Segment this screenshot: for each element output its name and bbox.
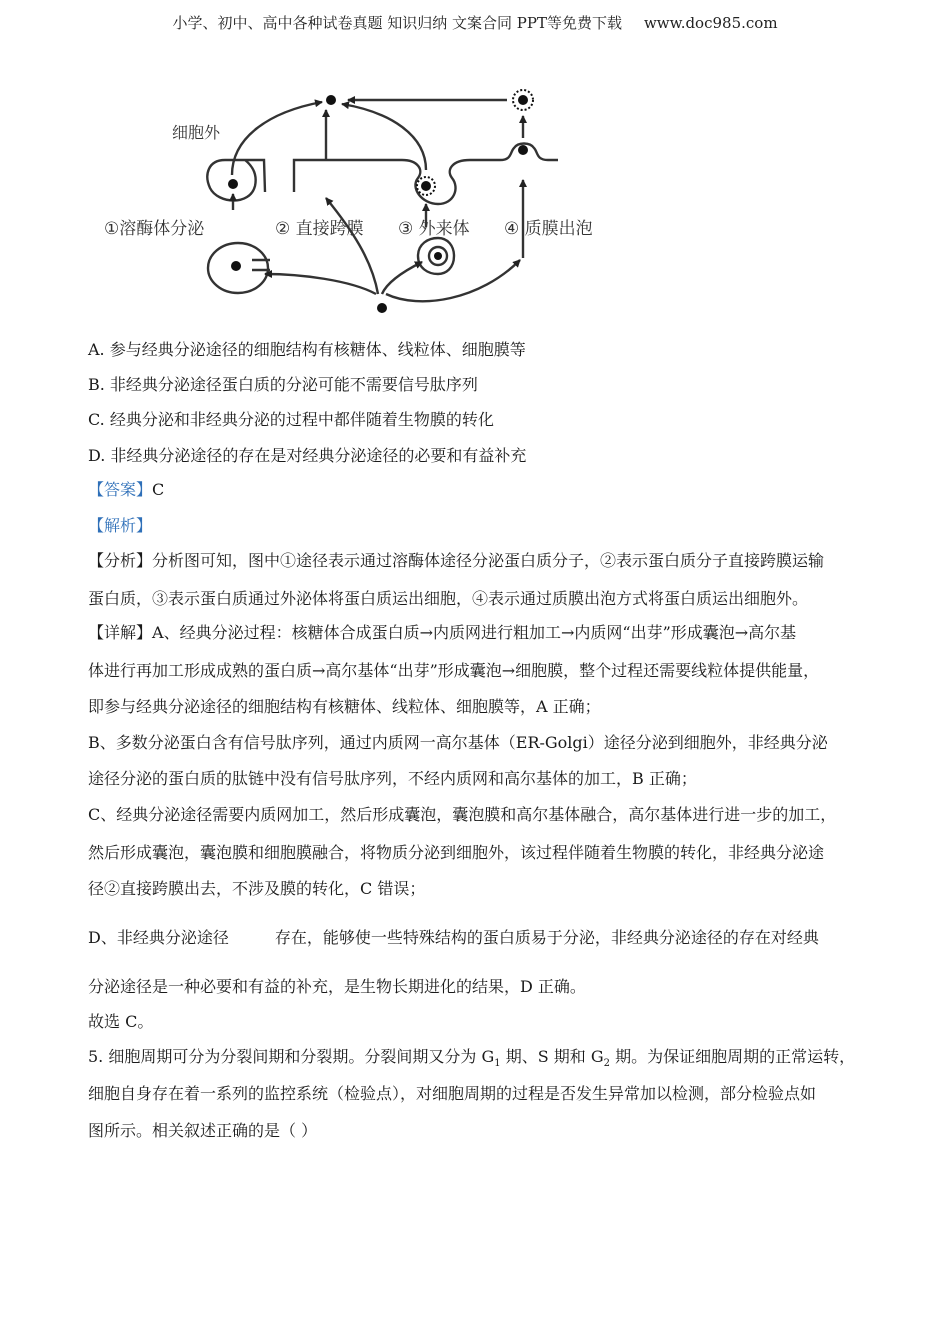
header-slogan: 小学、初中、高中各种试卷真题 知识归纳 文案合同 PPT等免费下载	[172, 14, 622, 32]
xiangjie-line-3: 即参与经典分泌途径的细胞结构有核糖体、线粒体、细胞膜等，A 正确；	[88, 697, 601, 716]
fenxi-line-2: 蛋白质，③表示蛋白质通过外泌体将蛋白质运出细胞，④表示通过质膜出泡方式将蛋白质运出细胞外。	[88, 589, 809, 608]
membrane-3	[294, 160, 402, 192]
label-path4: ④ 质膜出泡	[504, 219, 593, 239]
xiangjie-d-2: 分泌途径是一种必要和有益的补充，是生物长期进化的结果，D 正确。	[88, 977, 586, 996]
xiangjie-c-2: 然后形成囊泡，囊泡膜和细胞膜融合，将物质分泌到细胞外，该过程伴随着生物膜的转化，非经典分泌途	[88, 843, 825, 862]
option-d: D. 非经典分泌途径的存在是对经典分泌途径的必要和有益补充	[88, 446, 527, 465]
option-a: A. 参与经典分泌途径的细胞结构有核糖体、线粒体、细胞膜等	[88, 340, 526, 359]
xiangjie-c-1: C、经典分泌途径需要内质网加工，然后形成囊泡，囊泡膜和高尔基体融合，高尔基体进行进一步的加工，	[88, 805, 837, 824]
xiangjie-d-1b: 存在，能够使一些特殊结构的蛋白质易于分泌，非经典分泌途径的存在对经典	[274, 928, 819, 947]
xiangjie-line-2: 体进行再加工形成成熟的蛋白质→高尔基体“出芽”形成囊泡→细胞膜，整个过程还需要线粒体提供能量，	[88, 661, 820, 680]
q5-text-1b: 期、S 期和 G	[500, 1047, 604, 1066]
xiangjie-label: 【详解】	[88, 623, 153, 642]
xiangjie-b-2: 途径分泌的蛋白质的肽链中没有信号肽序列，不经内质网和高尔基体的加工，B 正确；	[88, 769, 697, 788]
label-path3: ③ 外来体	[398, 219, 470, 239]
q5-line-1	[88, 1047, 868, 1074]
answer-label: 【答案】	[88, 480, 153, 499]
answer-line	[88, 480, 868, 500]
page-header	[0, 12, 950, 33]
answer-value: C	[152, 480, 165, 499]
membrane-2	[250, 160, 265, 192]
xiangjie-d-1a: D、非经典分泌途径	[88, 928, 229, 947]
label-outside: 细胞外	[172, 123, 221, 142]
fenxi-line-1	[88, 551, 868, 571]
q5-text-1a: 5. 细胞周期可分为分裂间期和分裂期。分裂间期又分为 G	[88, 1047, 495, 1066]
option-c: C. 经典分泌和非经典分泌的过程中都伴随着生物膜的转化	[88, 410, 494, 429]
xiangjie-line-1	[88, 623, 868, 643]
fenxi-label: 【分析】	[88, 551, 153, 570]
q5-text-1c: 期。为保证细胞周期的正常运转，	[610, 1047, 856, 1066]
label-path2: ② 直接跨膜	[275, 219, 364, 239]
header-url[interactable]: www.doc985.com	[643, 14, 778, 32]
membrane-exosome	[402, 160, 470, 204]
conclusion: 故选 C。	[88, 1012, 154, 1031]
xiangjie-b-1: B、多数分泌蛋白含有信号肽序列，通过内质网一高尔基体（ER-Golgi）途径分泌到细胞外，非经典分泌	[88, 733, 828, 752]
q5-line-3: 图所示。相关叙述正确的是（ ）	[88, 1121, 318, 1140]
fenxi-text-1: 分析图可知，图中①途径表示通过溶酶体途径分泌蛋白质分子，②表示蛋白质分子直接跨膜运输	[152, 551, 825, 570]
label-path1: ①溶酶体分泌	[104, 219, 205, 239]
xiangjie-d-1	[88, 928, 868, 948]
g1-subscript: 1	[494, 1058, 501, 1070]
option-b: B. 非经典分泌途径蛋白质的分泌可能不需要信号肽序列	[88, 375, 478, 394]
g2-subscript: 2	[603, 1058, 610, 1070]
xiangjie-text-1: A、经典分泌过程：核糖体合成蛋白质→内质网进行粗加工→内质网“出芽”形成囊泡→高尔基	[152, 623, 797, 642]
membrane-right	[470, 144, 558, 161]
analysis-label: 【解析】	[88, 516, 153, 535]
q5-line-2: 细胞自身存在着一系列的监控系统（检验点），对细胞周期的过程是否发生异常加以检测，部分检验点如	[88, 1084, 817, 1103]
secretion-pathway-figure	[100, 80, 620, 320]
xiangjie-c-3: 径②直接跨膜出去，不涉及膜的转化，C 错误；	[88, 879, 426, 898]
